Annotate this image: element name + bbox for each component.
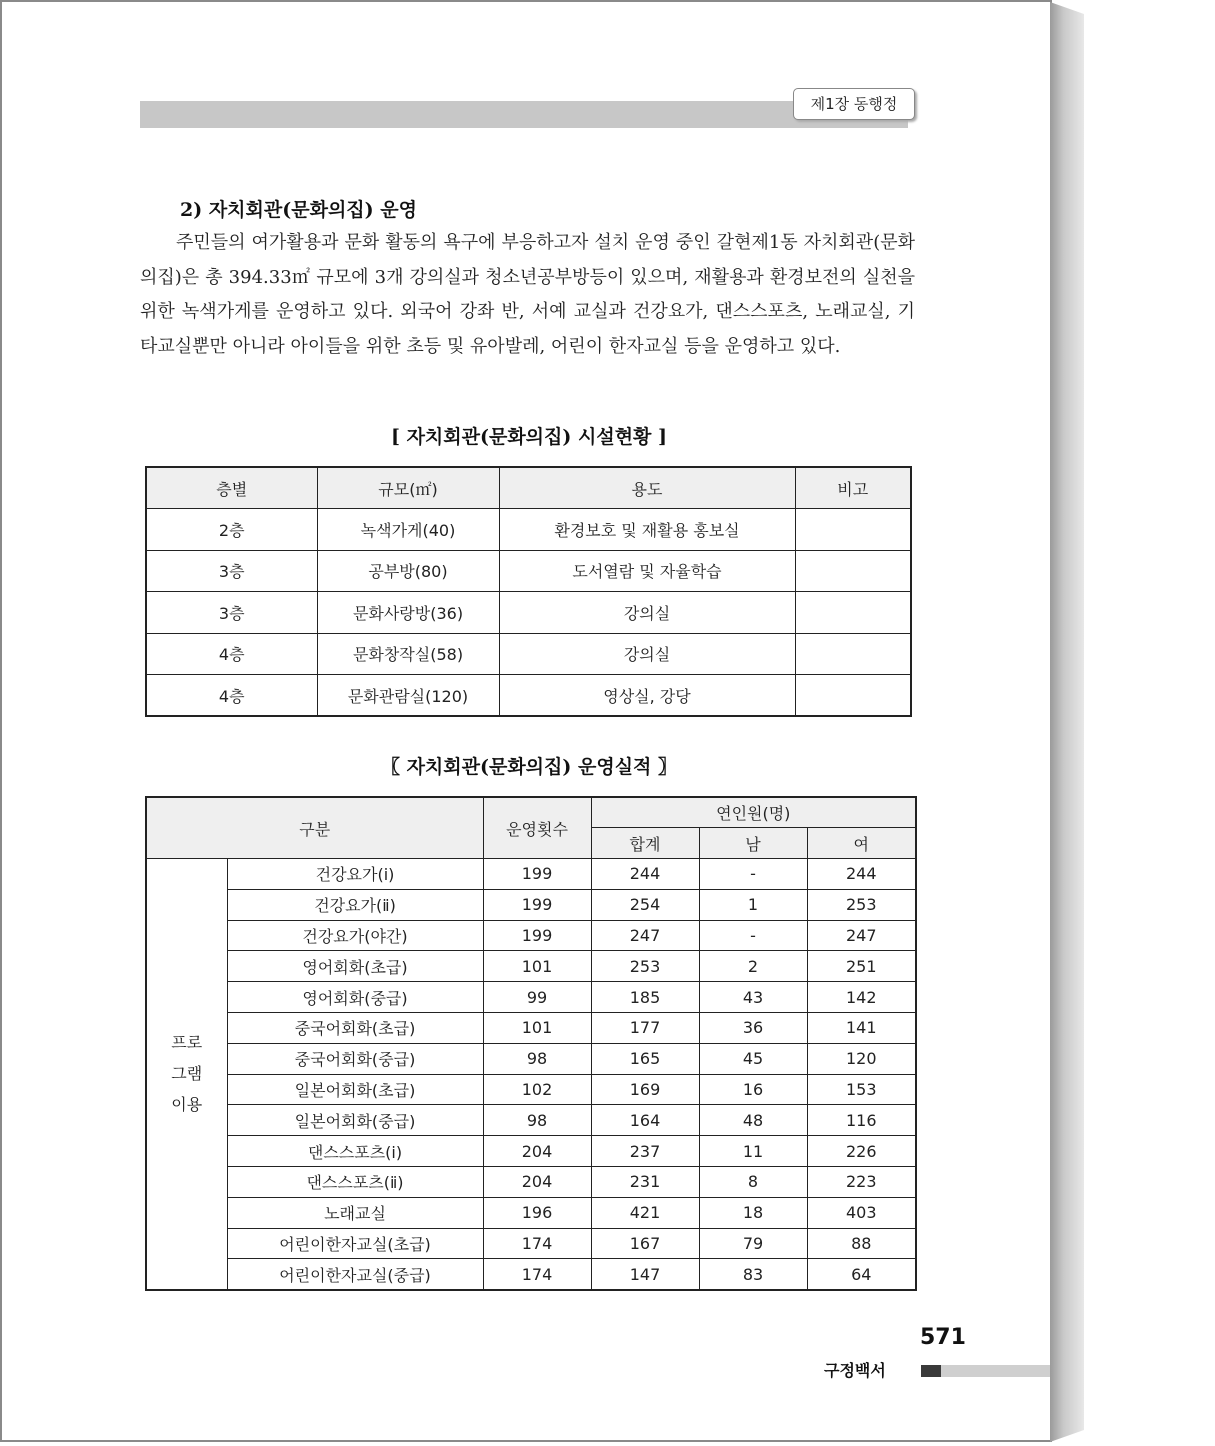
section-heading: 2) 자치회관(문화의집) 운영 [180, 199, 417, 221]
cell-female: 141 [807, 1013, 916, 1044]
table-row [146, 1167, 916, 1198]
table-row [146, 1228, 916, 1259]
cell-female: 403 [807, 1197, 916, 1228]
cell-female: 226 [807, 1136, 916, 1167]
cell-program: 어린이한자교실(초급) [227, 1228, 483, 1259]
table-row [146, 1197, 916, 1228]
cell-floor: 3층 [146, 592, 317, 634]
cell-male: 36 [699, 1013, 807, 1044]
table-row [146, 982, 916, 1013]
cell-total: 177 [591, 1013, 699, 1044]
cell-male: - [699, 859, 807, 890]
book-title: 구정백서 [824, 1361, 886, 1380]
page-number: 571 [920, 1325, 966, 1350]
cell-total: 185 [591, 982, 699, 1013]
cell-size: 녹색가게(40) [317, 509, 499, 551]
cell-floor: 3층 [146, 550, 317, 592]
cell-count: 101 [483, 951, 591, 982]
cell-count: 174 [483, 1228, 591, 1259]
cell-male: 18 [699, 1197, 807, 1228]
table-row [146, 951, 916, 982]
cell-male: 16 [699, 1074, 807, 1105]
operations-table [145, 796, 917, 1291]
cell-total: 247 [591, 920, 699, 951]
cell-total: 244 [591, 859, 699, 890]
table-row [146, 859, 916, 890]
cell-female: 116 [807, 1105, 916, 1136]
header-attendance: 연인원(명) [591, 797, 916, 828]
cell-program: 영어회화(초급) [227, 951, 483, 982]
cell-usage: 도서열람 및 자율학습 [499, 550, 795, 592]
cell-program: 일본어회화(중급) [227, 1105, 483, 1136]
cell-note [795, 509, 911, 551]
cell-program: 일본어회화(초급) [227, 1074, 483, 1105]
cell-female: 244 [807, 859, 916, 890]
cell-floor: 4층 [146, 633, 317, 675]
cell-program: 영어회화(중급) [227, 982, 483, 1013]
facilities-table-title: [ 자치회관(문화의집) 시설현황 ] [390, 426, 668, 448]
cell-floor: 2층 [146, 509, 317, 551]
cell-program: 건강요가(야간) [227, 920, 483, 951]
cell-count: 204 [483, 1167, 591, 1198]
header-male: 남 [699, 828, 807, 859]
cell-male: 48 [699, 1105, 807, 1136]
table-row [146, 675, 911, 717]
table-row [146, 1074, 916, 1105]
cell-program: 건강요가(ⅰ) [227, 859, 483, 890]
cell-female: 153 [807, 1074, 916, 1105]
cell-program: 중국어회화(초급) [227, 1013, 483, 1044]
cell-male: 43 [699, 982, 807, 1013]
facilities-table [145, 466, 912, 717]
cell-male: 11 [699, 1136, 807, 1167]
cell-female: 223 [807, 1167, 916, 1198]
cell-count: 196 [483, 1197, 591, 1228]
cell-note [795, 592, 911, 634]
table-row [146, 1013, 916, 1044]
header-category: 구분 [146, 797, 483, 859]
chapter-tab: 제1장 동행정 [793, 88, 915, 120]
cell-size: 공부방(80) [317, 550, 499, 592]
cell-total: 147 [591, 1259, 699, 1290]
cell-count: 204 [483, 1136, 591, 1167]
cell-note [795, 633, 911, 675]
cell-total: 254 [591, 889, 699, 920]
header-female: 여 [807, 828, 916, 859]
cell-count: 174 [483, 1259, 591, 1290]
header-total: 합계 [591, 828, 699, 859]
cell-program: 중국어회화(중급) [227, 1043, 483, 1074]
cell-female: 64 [807, 1259, 916, 1290]
cell-program: 노래교실 [227, 1197, 483, 1228]
cell-total: 237 [591, 1136, 699, 1167]
cell-total: 164 [591, 1105, 699, 1136]
cell-count: 199 [483, 889, 591, 920]
header-size: 규모(㎡) [317, 467, 499, 509]
cell-female: 88 [807, 1228, 916, 1259]
cell-female: 247 [807, 920, 916, 951]
cell-usage: 강의실 [499, 633, 795, 675]
table-row [146, 592, 911, 634]
cell-size: 문화관람실(120) [317, 675, 499, 717]
cell-total: 231 [591, 1167, 699, 1198]
category-label-line: 이용 [171, 1095, 203, 1115]
paragraph-text: 주민들의 여가활용과 문화 활동의 욕구에 부응하고자 설치 운영 중인 갈현제1동 자치회관(문화의집)은 총 394.33㎡ 규모에 3개 강의실과 청소년공부방등이 있으며, 재활용과 환경보전의 실천을 위한 녹색가게를 운영하고 있다. 외국어 강좌 반, 서예 교실과 건강요가, 댄스스포츠, 노래교실, 기타교실뿐만 아니라 아이들을 위한 초등 및 유아발레, 어린이 한자교실 등을 운영하고 있다. [140, 232, 915, 357]
cell-floor: 4층 [146, 675, 317, 717]
cell-note [795, 675, 911, 717]
cell-program: 댄스스포츠(ⅱ) [227, 1167, 483, 1198]
header-floor: 층별 [146, 467, 317, 509]
cell-female: 251 [807, 951, 916, 982]
body-paragraph [140, 226, 915, 364]
operations-table-title: 〖 자치회관(문화의집) 운영실적 〗 [380, 756, 678, 778]
table-row [146, 889, 916, 920]
table-row [146, 550, 911, 592]
cell-male: 45 [699, 1043, 807, 1074]
header-note: 비고 [795, 467, 911, 509]
header-usage: 용도 [499, 467, 795, 509]
category-label-line: 그램 [171, 1064, 203, 1084]
cell-count: 98 [483, 1105, 591, 1136]
table-row [146, 1105, 916, 1136]
header-count: 운영횟수 [483, 797, 591, 859]
table-row [146, 1259, 916, 1290]
cell-male: 1 [699, 889, 807, 920]
facilities-header-row [146, 467, 911, 509]
cell-total: 253 [591, 951, 699, 982]
cell-usage: 영상실, 강당 [499, 675, 795, 717]
table-row [146, 633, 911, 675]
cell-female: 120 [807, 1043, 916, 1074]
cell-note [795, 550, 911, 592]
cell-male: 2 [699, 951, 807, 982]
table-row [146, 1136, 916, 1167]
cell-male: - [699, 920, 807, 951]
table-row [146, 920, 916, 951]
cell-male: 8 [699, 1167, 807, 1198]
cell-count: 98 [483, 1043, 591, 1074]
cell-count: 99 [483, 982, 591, 1013]
cell-count: 102 [483, 1074, 591, 1105]
cell-program: 어린이한자교실(중급) [227, 1259, 483, 1290]
category-label-line: 프로 [171, 1033, 203, 1053]
cell-program: 건강요가(ⅱ) [227, 889, 483, 920]
cell-size: 문화창작실(58) [317, 633, 499, 675]
cell-count: 199 [483, 920, 591, 951]
cell-total: 165 [591, 1043, 699, 1074]
cell-usage: 환경보호 및 재활용 홍보실 [499, 509, 795, 551]
cell-total: 421 [591, 1197, 699, 1228]
footer-bar-light [941, 1365, 1052, 1377]
cell-male: 79 [699, 1228, 807, 1259]
category-cell [146, 859, 227, 1290]
table-row [146, 1043, 916, 1074]
cell-count: 199 [483, 859, 591, 890]
cell-male: 83 [699, 1259, 807, 1290]
cell-female: 142 [807, 982, 916, 1013]
cell-female: 253 [807, 889, 916, 920]
book-spine [1050, 2, 1084, 1442]
cell-size: 문화사랑방(36) [317, 592, 499, 634]
cell-count: 101 [483, 1013, 591, 1044]
operations-header-row [146, 797, 916, 828]
cell-total: 167 [591, 1228, 699, 1259]
table-row [146, 509, 911, 551]
cell-usage: 강의실 [499, 592, 795, 634]
cell-total: 169 [591, 1074, 699, 1105]
cell-program: 댄스스포츠(ⅰ) [227, 1136, 483, 1167]
footer-bar-dark [921, 1365, 941, 1377]
